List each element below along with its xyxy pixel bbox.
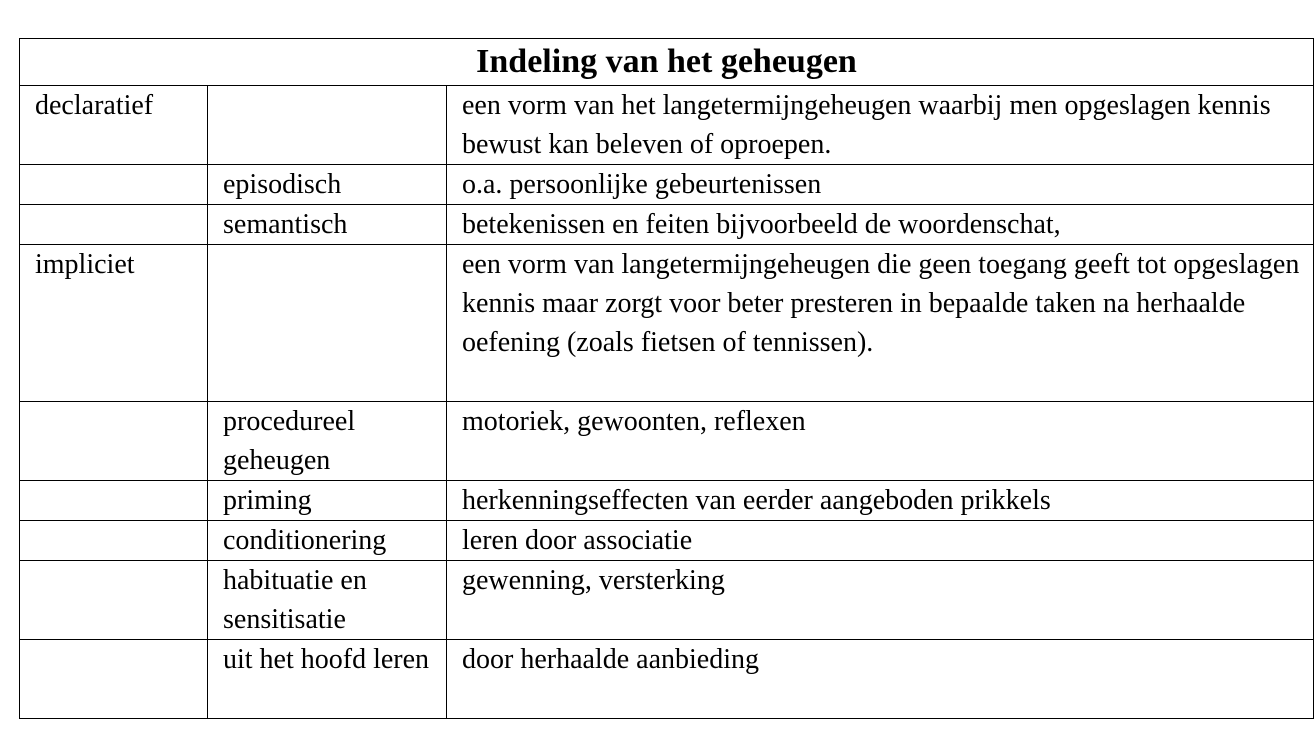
table-title-row (20, 39, 1314, 86)
category-cell (20, 205, 208, 245)
description-cell: leren door associatie (447, 521, 1314, 561)
table-row (20, 481, 1314, 521)
category-cell (20, 640, 208, 719)
table-row (20, 561, 1314, 640)
category-cell (20, 521, 208, 561)
table-row (20, 165, 1314, 205)
category-cell (20, 165, 208, 205)
table-row (20, 640, 1314, 719)
table-row (20, 205, 1314, 245)
subtype-cell: procedureel geheugen (208, 402, 447, 481)
description-cell: o.a. persoonlijke gebeurtenissen (447, 165, 1314, 205)
category-cell: impliciet (20, 245, 208, 402)
subtype-cell: conditionering (208, 521, 447, 561)
category-cell (20, 402, 208, 481)
table-title: Indeling van het geheugen (20, 39, 1314, 86)
description-cell: een vorm van langetermijngeheugen die geen toegang geeft tot opgeslagen kennis maar zorgt voor beter presteren in bepaalde taken na herhaalde oefening (zoals fietsen of tennissen). (447, 245, 1314, 402)
subtype-cell: priming (208, 481, 447, 521)
subtype-cell (208, 245, 447, 402)
description-cell: motoriek, gewoonten, reflexen (447, 402, 1314, 481)
description-cell: betekenissen en feiten bijvoorbeeld de woordenschat, (447, 205, 1314, 245)
subtype-cell (208, 86, 447, 165)
memory-classification-table (19, 38, 1314, 719)
subtype-cell: semantisch (208, 205, 447, 245)
category-cell: declaratief (20, 86, 208, 165)
description-cell: een vorm van het langetermijngeheugen waarbij men opgeslagen kennis bewust kan beleven of oproepen. (447, 86, 1314, 165)
category-cell (20, 481, 208, 521)
description-cell: herkenningseffecten van eerder aangeboden prikkels (447, 481, 1314, 521)
subtype-cell: uit het hoofd leren (208, 640, 447, 719)
subtype-cell: episodisch (208, 165, 447, 205)
category-cell (20, 561, 208, 640)
table-row (20, 402, 1314, 481)
table-row (20, 86, 1314, 165)
table-row (20, 521, 1314, 561)
description-cell: gewenning, versterking (447, 561, 1314, 640)
table-row (20, 245, 1314, 402)
subtype-cell: habituatie en sensitisatie (208, 561, 447, 640)
description-cell: door herhaalde aanbieding (447, 640, 1314, 719)
